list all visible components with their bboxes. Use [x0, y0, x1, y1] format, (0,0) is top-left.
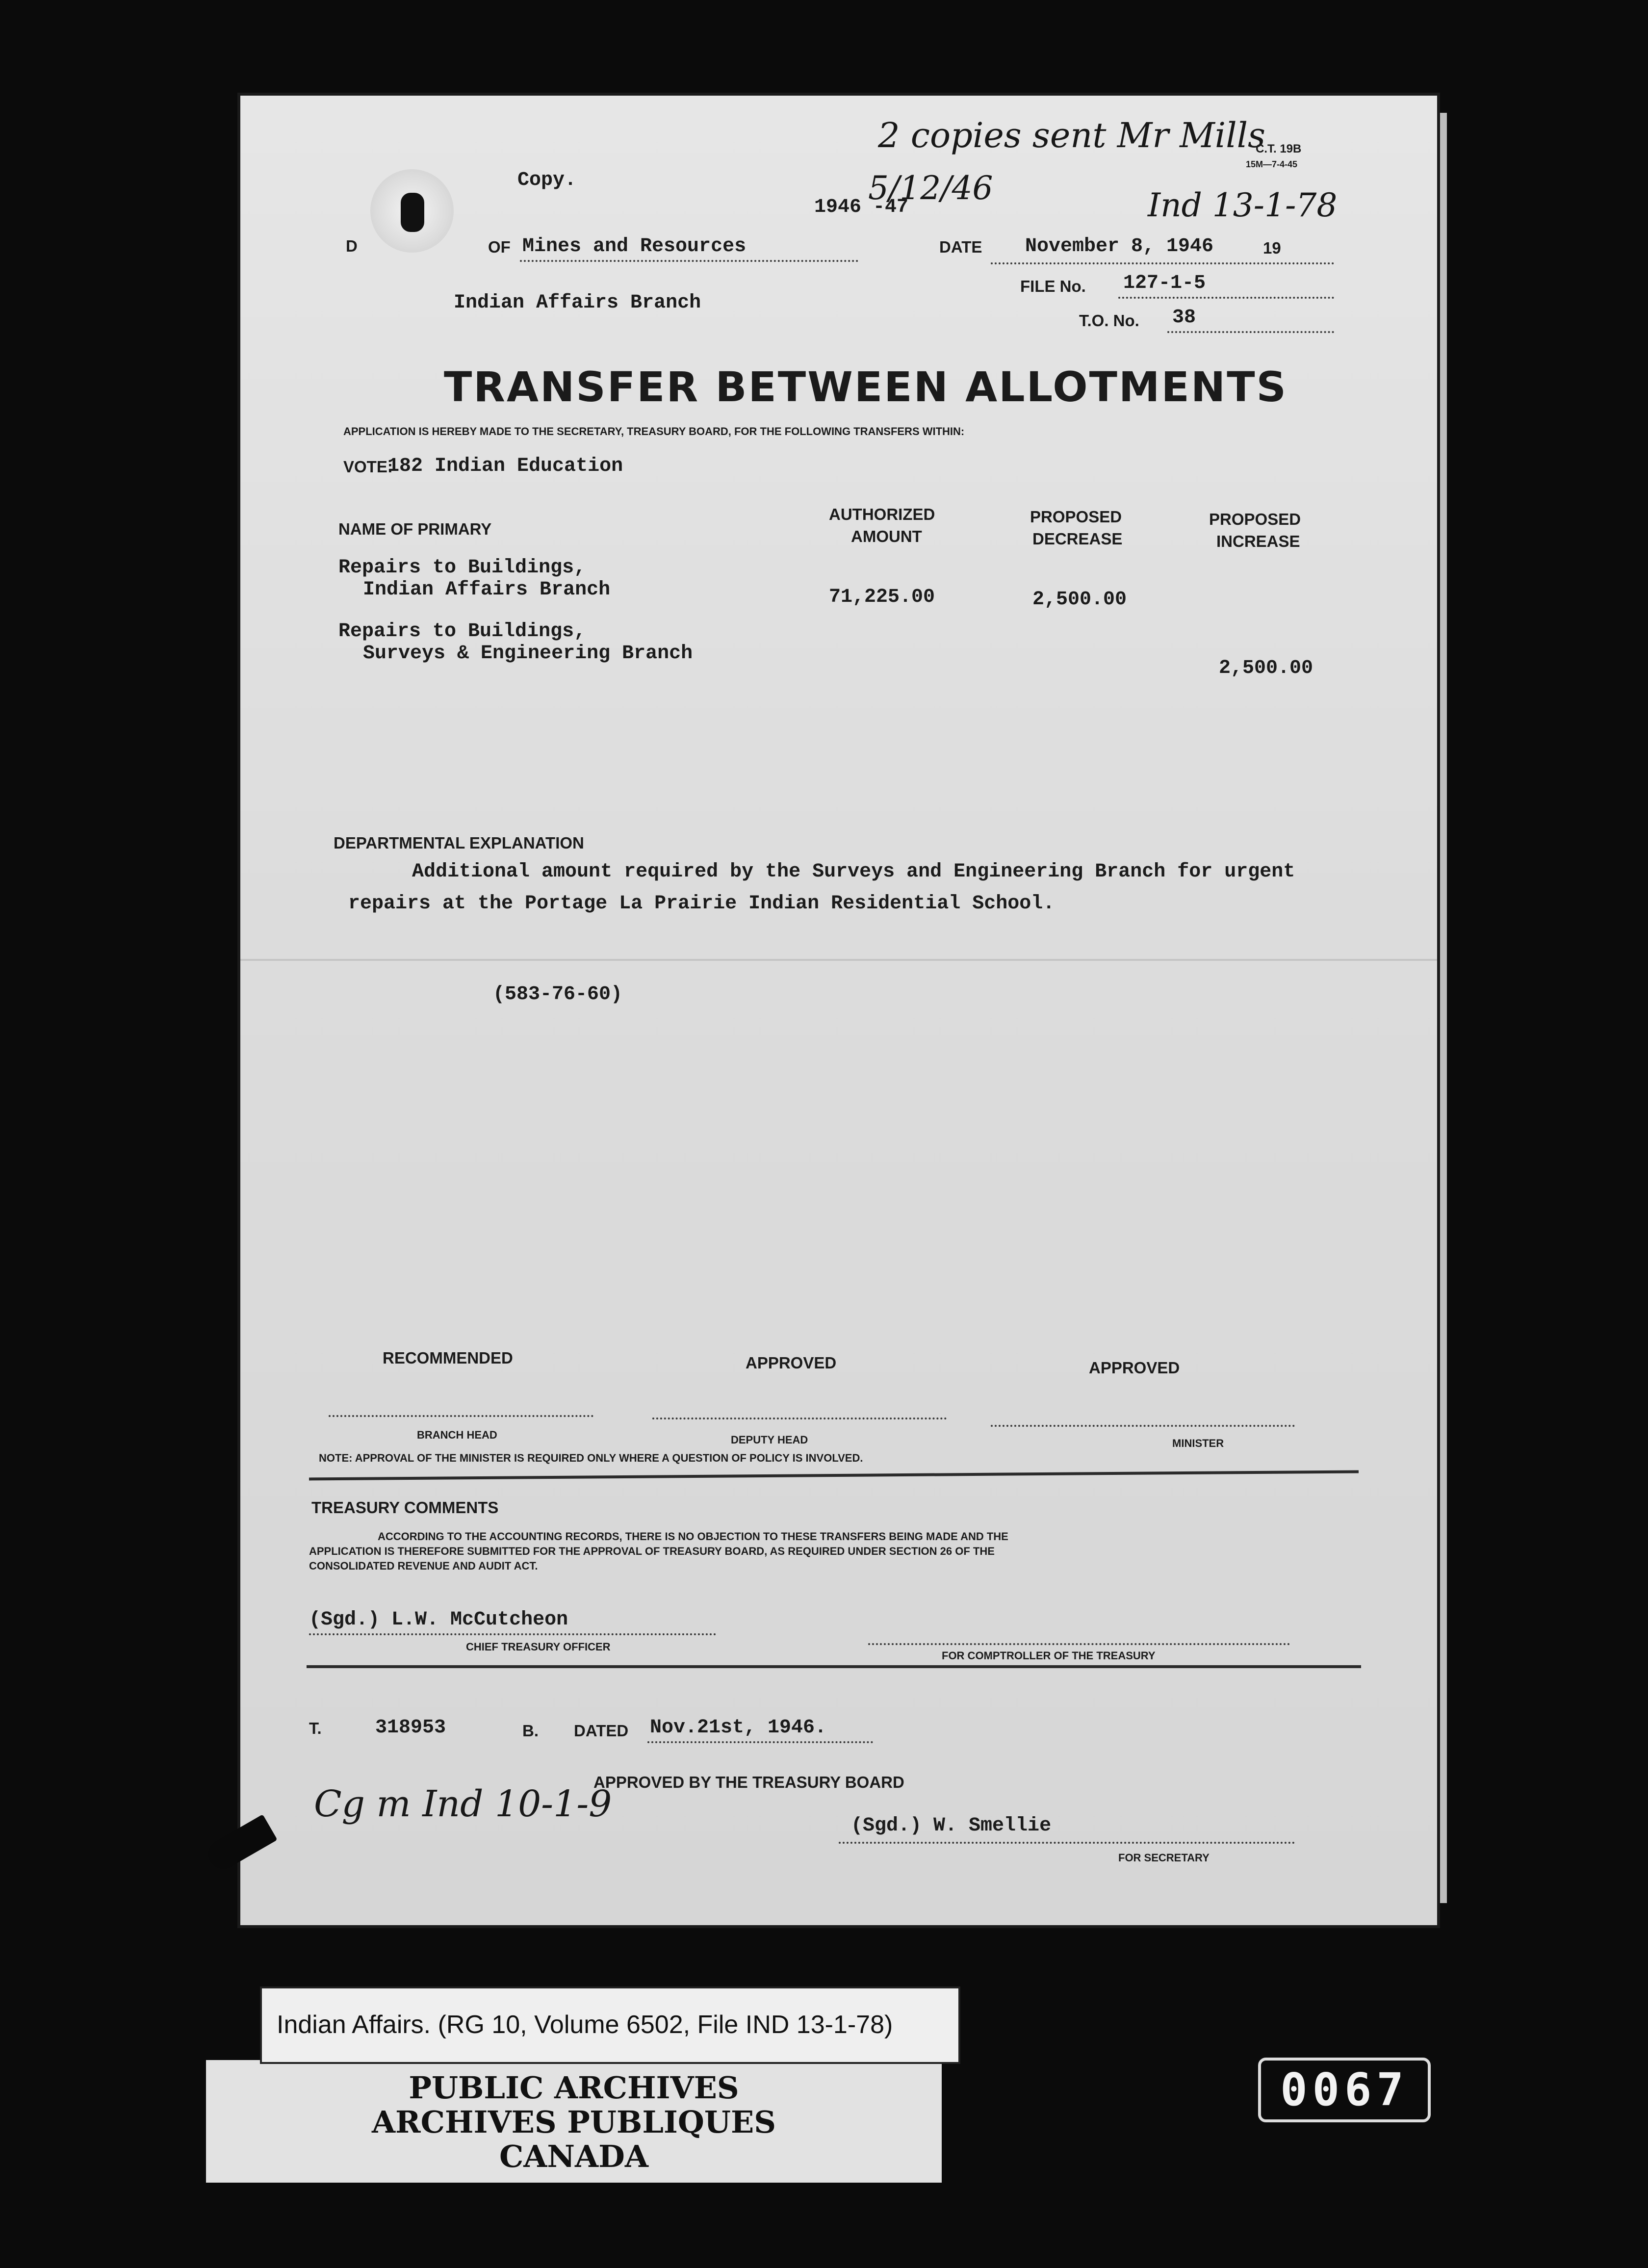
treasury-heading: TREASURY COMMENTS: [311, 1498, 499, 1517]
b-label: B.: [522, 1722, 539, 1740]
frame-number: 0067: [1258, 2058, 1431, 2122]
approved-label-2: APPROVED: [1089, 1359, 1180, 1377]
application-line: APPLICATION IS HEREBY MADE TO THE SECRETARY, TREASURY BOARD, FOR THE FOLLOWING TRANSFERS WITHIN:: [343, 425, 965, 438]
date-value: November 8, 1946: [1025, 235, 1214, 258]
minister-signature-line: [991, 1425, 1295, 1427]
handwritten-date: 5/12/46: [868, 169, 993, 207]
t-value: 318953: [375, 1717, 446, 1739]
date-year-prefix: 19: [1263, 239, 1281, 257]
handwritten-board-note: Cg m Ind 10-1-9: [314, 1783, 612, 1825]
for-secretary-label: FOR SECRETARY: [1118, 1852, 1210, 1864]
file-line: [1118, 297, 1334, 299]
policy-note: NOTE: APPROVAL OF THE MINISTER IS REQUIRED ONLY WHERE A QUESTION OF POLICY IS INVOLVED.: [319, 1452, 863, 1464]
col-authorized-heading-2: AMOUNT: [851, 527, 922, 545]
archive-stamp-card: [206, 2060, 942, 2183]
treasury-signed: (Sgd.) L.W. McCutcheon: [309, 1609, 568, 1631]
department-value: Mines and Resources: [522, 235, 747, 258]
row-2-primary-line-2: Surveys & Engineering Branch: [363, 643, 693, 665]
col-increase-heading-1: PROPOSED: [1209, 510, 1301, 528]
punch-hole-icon: [370, 169, 454, 253]
to-label: T.O. No.: [1079, 311, 1139, 330]
dated-line: [647, 1741, 873, 1743]
row-2-primary-line-1: Repairs to Buildings,: [338, 620, 586, 643]
handwritten-file-ref: Ind 13-1-78: [1148, 186, 1338, 224]
chief-treasury-officer-label: CHIEF TREASURY OFFICER: [466, 1641, 611, 1653]
branch-name: Indian Affairs Branch: [454, 292, 701, 314]
treasury-board-approval: APPROVED BY THE TREASURY BOARD: [593, 1773, 904, 1791]
dated-value: Nov.21st, 1946.: [650, 1717, 827, 1739]
archive-stamp-line-3: CANADA: [499, 2139, 649, 2174]
explanation-code: (583-76-60): [493, 983, 623, 1005]
deputy-head-signature-line: [652, 1418, 947, 1419]
recommended-label: RECOMMENDED: [383, 1349, 513, 1367]
archive-reference-label: [260, 1986, 960, 2064]
comptroller-label: FOR COMPTROLLER OF THE TREASURY: [942, 1649, 1156, 1662]
dated-label: DATED: [574, 1722, 629, 1740]
treasury-para-line-3: CONSOLIDATED REVENUE AND AUDIT ACT.: [309, 1560, 538, 1572]
chief-officer-line: [309, 1633, 716, 1635]
form-code: C.T. 19B: [1256, 142, 1302, 155]
branch-head-signature-line: [329, 1415, 593, 1417]
copy-label: Copy.: [517, 169, 577, 191]
treasury-para-line-1: ACCORDING TO THE ACCOUNTING RECORDS, THERE IS NO OBJECTION TO THESE TRANSFERS BEING MADE AND THE: [378, 1530, 1008, 1543]
date-line: [991, 262, 1334, 264]
approved-label-1: APPROVED: [746, 1354, 837, 1372]
col-increase-heading-2: INCREASE: [1216, 532, 1300, 550]
comptroller-line: [868, 1643, 1290, 1645]
explanation-line-1: Additional amount required by the Surveys and Engineering Branch for urgent: [412, 861, 1295, 883]
row-1-primary-line-2: Indian Affairs Branch: [363, 579, 611, 601]
col-decrease-heading-2: DECREASE: [1032, 530, 1123, 548]
date-label: DATE: [939, 238, 982, 256]
secretary-line: [839, 1842, 1295, 1844]
t-label: T.: [309, 1719, 322, 1737]
file-value: 127-1-5: [1123, 272, 1206, 294]
row-1-primary-line-1: Repairs to Buildings,: [338, 557, 586, 579]
file-label: FILE No.: [1020, 277, 1086, 295]
row-2-increase: 2,500.00: [1219, 657, 1313, 679]
department-suffix: OF: [488, 238, 511, 256]
department-line: [520, 260, 858, 262]
to-value: 38: [1172, 307, 1196, 329]
to-line: [1167, 331, 1334, 333]
row-1-decrease: 2,500.00: [1032, 589, 1127, 611]
archive-stamp-line-1: PUBLIC ARCHIVES: [409, 2070, 739, 2106]
explanation-line-2: repairs at the Portage La Prairie Indian Residential School.: [348, 893, 1055, 915]
col-decrease-heading-1: PROPOSED: [1030, 508, 1122, 526]
department-prefix: D: [346, 237, 358, 255]
archive-stamp-line-2: ARCHIVES PUBLIQUES: [371, 2104, 776, 2140]
deputy-head-label: DEPUTY HEAD: [731, 1434, 808, 1446]
treasury-divider: [307, 1665, 1361, 1668]
vote-label: VOTE:: [343, 458, 393, 476]
fiscal-year: 1946 -47: [814, 196, 909, 218]
explanation-heading: DEPARTMENTAL EXPLANATION: [334, 834, 584, 852]
treasury-para-line-2: APPLICATION IS THEREFORE SUBMITTED FOR THE APPROVAL OF TREASURY BOARD, AS REQUIRED UNDER SECTION 26 OF THE: [309, 1545, 995, 1557]
form-title: TRANSFER BETWEEN ALLOTMENTS: [444, 363, 1288, 411]
row-1-authorized: 71,225.00: [829, 586, 935, 608]
secretary-signed: (Sgd.) W. Smellie: [851, 1815, 1052, 1837]
fold-line: [240, 959, 1437, 961]
vote-value: 182 Indian Education: [387, 455, 623, 477]
form-sub-code: 15M—7-4-45: [1246, 159, 1298, 169]
col-authorized-heading-1: AUTHORIZED: [829, 505, 935, 523]
form-sheet: [240, 96, 1437, 1925]
note-divider: [309, 1470, 1359, 1481]
handwritten-copies-note: 2 copies sent Mr Mills: [878, 115, 1265, 155]
col-primary-heading: NAME OF PRIMARY: [338, 520, 492, 538]
branch-head-label: BRANCH HEAD: [417, 1429, 497, 1441]
minister-label: MINISTER: [1172, 1437, 1224, 1449]
archive-reference-text: Indian Affairs. (RG 10, Volume 6502, File IND 13-1-78): [277, 2010, 893, 2039]
